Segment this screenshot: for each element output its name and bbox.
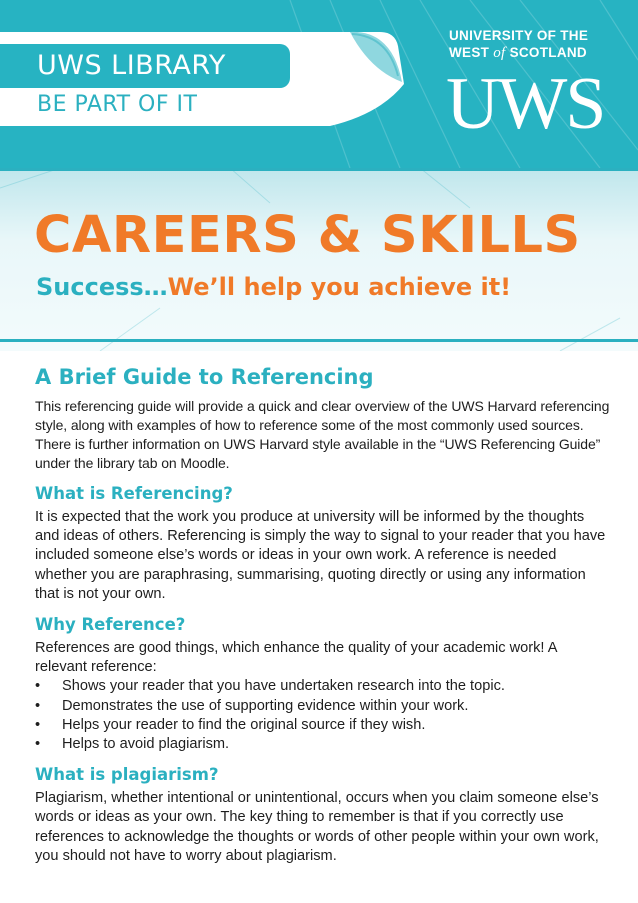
what-is-referencing-body: It is expected that the work you produce at university will be informed by the thoughts and ideas of others. Referencing is simply the way to signal to your reader that you have included someone else’s words or ideas in your own work. A reference is needed whether you are paraphrasing, summarising, quoting directly or using any information that is not your own. <box>35 509 606 602</box>
banner-subtitle: Success…We’ll help you achieve it! <box>36 273 512 301</box>
why-reference-list <box>35 677 610 754</box>
guide-intro: This referencing guide will provide a quick and clear overview of the UWS Harvard referencing style, along with examples of how to reference some of the most commonly used sources. There is further information on UWS Harvard style available in the “UWS Referencing Guide” under the library tab on Moodle. <box>35 398 610 471</box>
banner-bottom-divider <box>0 339 638 342</box>
guide-title: A Brief Guide to Referencing <box>35 365 374 389</box>
bullet-icon: • <box>35 697 41 714</box>
university-name-line1: UNIVERSITY OF THE <box>449 28 589 43</box>
guide-content <box>35 364 610 876</box>
why-reference-heading: Why Reference? <box>35 615 186 635</box>
plagiarism-heading: What is plagiarism? <box>35 765 219 785</box>
bullet-icon: • <box>35 736 41 753</box>
library-title: UWS LIBRARY <box>0 44 290 88</box>
bullet-icon: • <box>35 678 41 695</box>
plagiarism-body: Plagiarism, whether intentional or unintentional, occurs when you claim someone else’s words or ideas as your own. The key thing to remember is that if you correctly use references to acknowledge the thoughts or words of other people within your own work, you should not have to worry about plagiarism. <box>35 790 599 864</box>
banner-title: CAREERS & SKILLS <box>34 206 581 265</box>
list-item: • Demonstrates the use of supporting evidence within your work. <box>35 697 610 716</box>
library-tagline: BE PART OF IT <box>37 92 198 117</box>
list-item: • Shows your reader that you have undertaken research into the topic. <box>35 677 610 696</box>
list-item: • Helps your reader to find the original source if they wish. <box>35 716 610 735</box>
careers-banner <box>0 168 638 351</box>
what-is-referencing-heading: What is Referencing? <box>35 484 233 503</box>
why-reference-body: References are good things, which enhance the quality of your academic work! A relevant reference: <box>35 640 557 676</box>
uws-logo: UWS <box>446 63 605 145</box>
list-item: • Helps to avoid plagiarism. <box>35 735 610 754</box>
university-name-line2: WEST of SCOTLAND <box>449 45 587 61</box>
header-band <box>0 0 638 168</box>
bullet-icon: • <box>35 716 41 733</box>
university-name <box>449 27 619 62</box>
